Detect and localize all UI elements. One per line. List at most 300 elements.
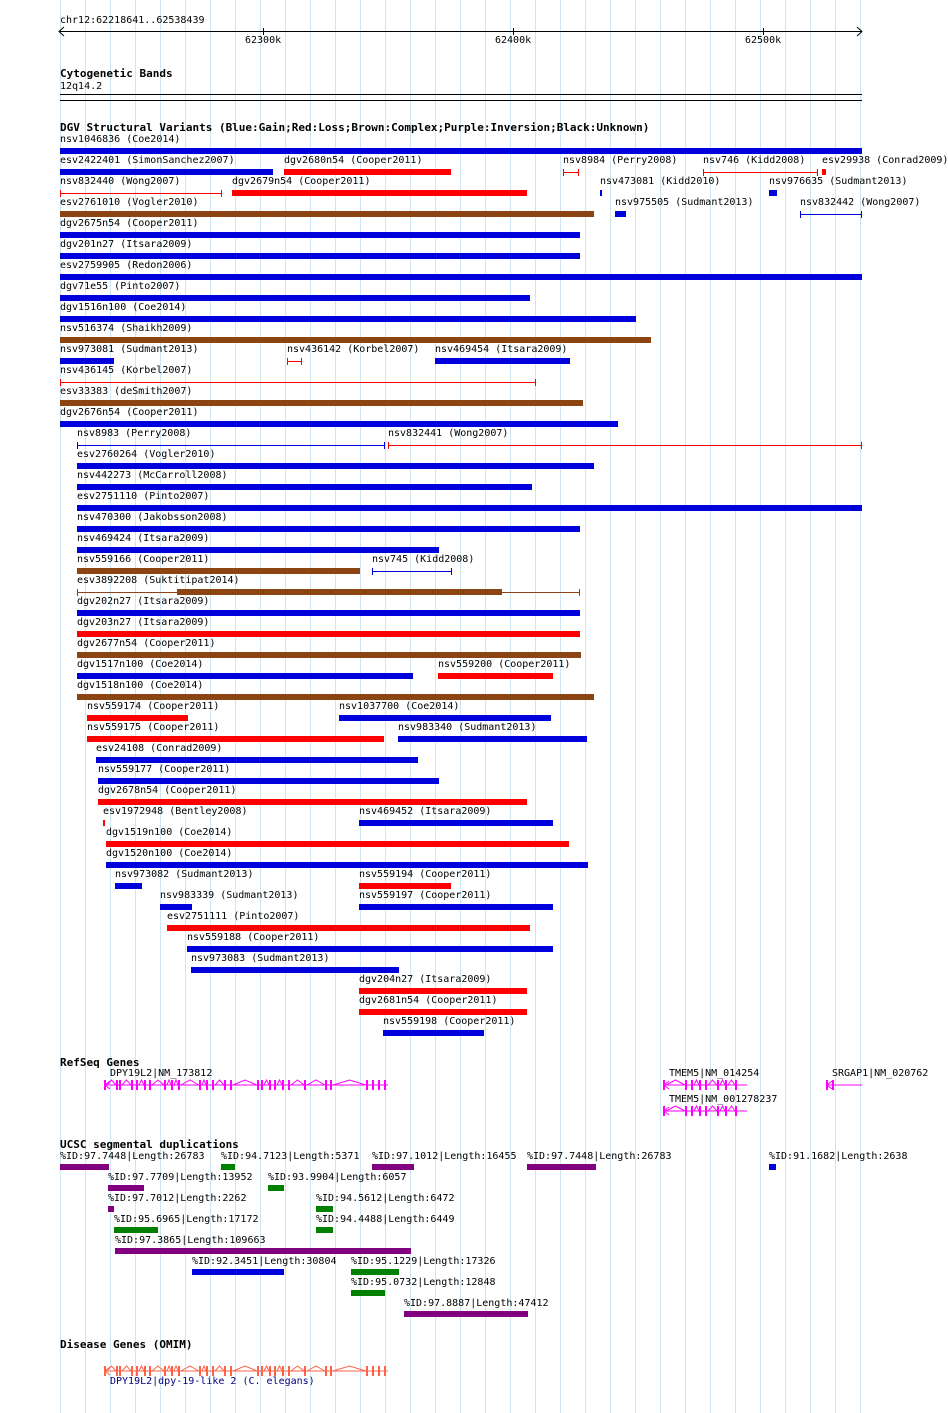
exon (119, 1366, 121, 1376)
exon (269, 1080, 271, 1090)
variant-span-start-tick (60, 379, 61, 386)
exon (366, 1080, 368, 1090)
variant-bar[interactable] (115, 883, 142, 889)
cytoband-band[interactable] (60, 94, 862, 95)
intron (139, 1366, 144, 1371)
variant-span-start-tick (703, 169, 704, 176)
variant-label: dgv2678n54 (Cooper2011) (98, 785, 237, 796)
variant-span-start-tick (372, 568, 373, 575)
grid-line (685, 0, 686, 1413)
segdup-bar[interactable] (60, 1164, 109, 1170)
variant-span-start-tick (287, 358, 288, 365)
exon (366, 1366, 368, 1376)
exon (149, 1366, 151, 1376)
intron (264, 1080, 269, 1085)
variant-bar[interactable] (77, 631, 580, 637)
variant-bar[interactable] (359, 988, 527, 994)
exon (717, 1080, 719, 1090)
exon (212, 1080, 214, 1090)
variant-label: dgv2680n54 (Cooper2011) (284, 155, 423, 166)
intron (202, 1366, 206, 1371)
variant-label: nsv516374 (Shaikh2009) (60, 323, 193, 334)
exon (735, 1106, 737, 1116)
variant-label: dgv71e55 (Pinto2007) (60, 281, 181, 292)
variant-bar[interactable] (60, 148, 862, 154)
intron (181, 1080, 199, 1085)
intron (167, 1366, 171, 1371)
exon (378, 1080, 380, 1090)
variant-bar[interactable] (160, 904, 192, 910)
variant-bar[interactable] (359, 1009, 527, 1015)
grid-line (785, 0, 786, 1413)
variant-bar[interactable] (167, 925, 530, 931)
exon (224, 1366, 226, 1376)
intron (720, 1080, 725, 1085)
exon (685, 1106, 687, 1116)
variant-bar[interactable] (359, 883, 451, 889)
variant-bar[interactable] (60, 295, 530, 301)
intron (174, 1366, 178, 1371)
variant-bar[interactable] (77, 505, 862, 511)
variant-label: esv33383 (deSmith2007) (60, 386, 193, 397)
variant-label: esv2422401 (SimonSanchez2007) (60, 155, 235, 166)
intron (307, 1080, 325, 1085)
exon (304, 1366, 306, 1376)
variant-label: nsv559188 (Cooper2011) (187, 932, 320, 943)
variant-bar[interactable] (60, 274, 862, 280)
variant-span-start-tick (77, 589, 78, 596)
intron (666, 1106, 685, 1111)
refseq-gene-model[interactable] (826, 1078, 862, 1092)
segdup-track-title[interactable]: UCSC segmental duplications (60, 1138, 239, 1151)
variant-bar[interactable] (615, 211, 626, 217)
segdup-bar[interactable] (114, 1227, 158, 1233)
refseq-track-title[interactable]: RefSeq Genes (60, 1056, 140, 1069)
segdup-label: %ID:97.3865|Length:109663 (115, 1235, 266, 1246)
ruler-axis (60, 31, 862, 32)
exon (691, 1080, 693, 1090)
ruler-tick-label: 62400k (495, 35, 532, 46)
exon (131, 1366, 133, 1376)
exon (304, 1080, 306, 1090)
segdup-bar[interactable] (769, 1164, 776, 1170)
exon (119, 1080, 121, 1090)
exon (144, 1366, 146, 1376)
variant-label: nsv976635 (Sudmant2013) (769, 176, 908, 187)
variant-label: nsv436142 (Korbel2007) (287, 344, 420, 355)
variant-label: nsv469454 (Itsara2009) (435, 344, 568, 355)
variant-bar[interactable] (438, 673, 553, 679)
intron (694, 1080, 699, 1085)
intron (122, 1366, 131, 1371)
intron (122, 1080, 131, 1085)
variant-label: nsv559194 (Cooper2011) (359, 869, 492, 880)
variant-bar[interactable] (77, 526, 580, 532)
variant-label: dgv2681n54 (Cooper2011) (359, 995, 498, 1006)
grid-line (735, 0, 736, 1413)
intron (708, 1080, 717, 1085)
variant-bar[interactable] (359, 820, 553, 826)
variant-span-end-tick (301, 358, 302, 365)
variant-span-end-tick (578, 169, 579, 176)
segdup-label: %ID:94.5612|Length:6472 (316, 1193, 455, 1204)
variant-bar[interactable] (60, 169, 273, 175)
intron (233, 1366, 257, 1371)
variant-bar[interactable] (339, 715, 551, 721)
grid-line (835, 0, 836, 1413)
exon (131, 1080, 133, 1090)
variant-label: nsv559198 (Cooper2011) (383, 1016, 516, 1027)
exon (325, 1080, 327, 1090)
segdup-label: %ID:94.7123|Length:5371 (221, 1151, 360, 1162)
refseq-gene-model[interactable] (663, 1104, 747, 1118)
variant-span-end-tick (817, 169, 818, 176)
intron (174, 1080, 178, 1085)
variant-span-start-tick (800, 211, 801, 218)
segdup-bar[interactable] (108, 1185, 144, 1191)
variant-label: nsv1046836 (Coe2014) (60, 134, 181, 145)
exon (282, 1080, 284, 1090)
exon (212, 1366, 214, 1376)
variant-label: dgv1517n100 (Coe2014) (77, 659, 204, 670)
variant-bar[interactable] (232, 190, 527, 196)
segdup-label: %ID:94.4488|Length:6449 (316, 1214, 455, 1225)
exon (164, 1366, 166, 1376)
omim-gene-label: DPY19L2|dpy-19-like 2 (C. elegans) (110, 1376, 315, 1387)
variant-span-line[interactable] (60, 193, 222, 194)
variant-label: nsv973081 (Sudmant2013) (60, 344, 199, 355)
variant-label: nsv983340 (Sudmant2013) (398, 722, 537, 733)
segdup-bar[interactable] (192, 1269, 284, 1275)
exon (832, 1080, 834, 1090)
variant-span-line[interactable] (703, 172, 818, 173)
variant-bar[interactable] (191, 967, 399, 973)
variant-label: nsv746 (Kidd2008) (703, 155, 806, 166)
variant-label: dgv2679n54 (Cooper2011) (232, 176, 371, 187)
exon (717, 1106, 719, 1116)
grid-line (635, 0, 636, 1413)
variant-span-line[interactable] (563, 172, 579, 173)
variant-label: nsv973083 (Sudmant2013) (191, 953, 330, 964)
variant-label: nsv8983 (Perry2008) (77, 428, 192, 439)
variant-bar[interactable] (87, 715, 188, 721)
variant-label: esv2760264 (Vogler2010) (77, 449, 216, 460)
variant-label: esv2751111 (Pinto2007) (167, 911, 300, 922)
variant-label: nsv745 (Kidd2008) (372, 554, 475, 565)
segdup-label: %ID:95.0732|Length:12848 (351, 1277, 496, 1288)
variant-bar[interactable] (60, 232, 580, 238)
variant-label: nsv832442 (Wong2007) (800, 197, 921, 208)
variant-label: nsv436145 (Korbel2007) (60, 365, 193, 376)
segdup-bar[interactable] (351, 1269, 399, 1275)
variant-bar[interactable] (60, 337, 651, 343)
ruler-region-label: chr12:62218641..62538439 (60, 15, 205, 26)
exon (136, 1366, 138, 1376)
intron (215, 1080, 224, 1085)
exon (274, 1080, 276, 1090)
intron (666, 1080, 685, 1085)
refseq-gene-model[interactable] (663, 1078, 747, 1092)
variant-label: dgv1518n100 (Coe2014) (77, 680, 204, 691)
variant-label: dgv1519n100 (Coe2014) (106, 827, 233, 838)
variant-bar[interactable] (77, 610, 580, 616)
variant-bar[interactable] (60, 211, 594, 217)
ruler-tick-label: 62300k (245, 35, 282, 46)
segdup-bar[interactable] (372, 1164, 414, 1170)
exon (725, 1080, 727, 1090)
segdup-bar[interactable] (115, 1248, 411, 1254)
variant-bar[interactable] (77, 568, 360, 574)
variant-bar[interactable] (284, 169, 451, 175)
intron (291, 1366, 304, 1371)
variant-label: nsv473081 (Kidd2010) (600, 176, 721, 187)
variant-label: nsv983339 (Sudmant2013) (160, 890, 299, 901)
variant-label: nsv559200 (Cooper2011) (438, 659, 571, 670)
exon (274, 1366, 276, 1376)
dgv-track-title[interactable]: DGV Structural Variants (Blue:Gain;Red:Loss;Brown:Complex;Purple:Inversion;Black:Unknown) (60, 121, 650, 134)
exon (372, 1366, 374, 1376)
variant-bar[interactable] (77, 673, 413, 679)
variant-label: nsv8984 (Perry2008) (563, 155, 678, 166)
variant-label: nsv470300 (Jakobsson2008) (77, 512, 228, 523)
exon (171, 1366, 173, 1376)
variant-span-end-tick (535, 379, 536, 386)
variant-bar[interactable] (359, 904, 553, 910)
segdup-label: %ID:97.8887|Length:47412 (404, 1298, 549, 1309)
variant-bar[interactable] (822, 169, 826, 175)
variant-bar[interactable] (77, 463, 594, 469)
variant-bar[interactable] (77, 694, 594, 700)
exon (136, 1080, 138, 1090)
segdup-bar[interactable] (316, 1227, 333, 1233)
intron (307, 1366, 325, 1371)
exon (178, 1080, 180, 1090)
exon (699, 1106, 701, 1116)
variant-bar[interactable] (60, 400, 583, 406)
segdup-bar[interactable] (108, 1206, 114, 1212)
ruler-tick (513, 28, 514, 35)
variant-span-end-tick (384, 442, 385, 449)
omim-track-title[interactable]: Disease Genes (OMIM) (60, 1338, 193, 1351)
intron (333, 1080, 366, 1085)
exon (261, 1080, 263, 1090)
variant-label: nsv559177 (Cooper2011) (98, 764, 231, 775)
intron (694, 1106, 699, 1111)
variant-bar[interactable] (96, 757, 418, 763)
segdup-label: %ID:97.7448|Length:26783 (60, 1151, 205, 1162)
exon (206, 1080, 208, 1090)
exon (282, 1366, 284, 1376)
variant-span-line[interactable] (372, 571, 452, 572)
exon (325, 1366, 327, 1376)
segdup-label: %ID:97.7448|Length:26783 (527, 1151, 672, 1162)
variant-span-start-tick (60, 190, 61, 197)
refseq-gene-label: TMEM5|NM_014254 (669, 1068, 760, 1079)
variant-bar[interactable] (103, 820, 105, 826)
segdup-bar[interactable] (351, 1290, 385, 1296)
variant-label: esv2759905 (Redon2006) (60, 260, 193, 271)
variant-label: nsv469452 (Itsara2009) (359, 806, 492, 817)
variant-span-line[interactable] (800, 214, 862, 215)
grid-line (760, 0, 761, 1413)
variant-label: nsv442273 (McCarroll2008) (77, 470, 228, 481)
variant-bar[interactable] (77, 652, 581, 658)
refseq-gene-label: TMEM5|NM_001278237 (669, 1094, 778, 1105)
intron (215, 1366, 224, 1371)
exon (164, 1080, 166, 1090)
ruler-tick (263, 28, 264, 35)
exon (330, 1366, 332, 1376)
variant-bar[interactable] (600, 190, 602, 196)
exon (171, 1080, 173, 1090)
grid-line (610, 0, 611, 1413)
variant-bar[interactable] (98, 799, 527, 805)
variant-span-start-tick (388, 442, 389, 449)
variant-label: nsv1037700 (Coe2014) (339, 701, 460, 712)
variant-span-start-tick (563, 169, 564, 176)
exon (257, 1366, 259, 1376)
variant-bar[interactable] (177, 589, 502, 595)
variant-bar[interactable] (77, 484, 532, 490)
variant-bar[interactable] (106, 862, 588, 868)
intron (277, 1080, 282, 1085)
exon (378, 1366, 380, 1376)
exon (691, 1106, 693, 1116)
variant-span-end-tick (221, 190, 222, 197)
exon (116, 1080, 118, 1090)
ruler-tick (763, 28, 764, 35)
segdup-bar[interactable] (221, 1164, 235, 1170)
intron (152, 1080, 164, 1085)
exon (230, 1366, 232, 1376)
intron (181, 1366, 199, 1371)
intron (333, 1366, 366, 1371)
refseq-gene-label: DPY19L2|NM_173812 (110, 1068, 213, 1079)
segdup-label: %ID:91.1682|Length:2638 (769, 1151, 908, 1162)
variant-label: nsv973082 (Sudmant2013) (115, 869, 254, 880)
ruler-right-arrow-icon (856, 27, 864, 36)
segdup-label: %ID:97.7709|Length:13952 (108, 1172, 253, 1183)
exon (269, 1366, 271, 1376)
variant-bar[interactable] (383, 1030, 484, 1036)
variant-label: nsv832440 (Wong2007) (60, 176, 181, 187)
segdup-bar[interactable] (268, 1185, 284, 1191)
variant-label: dgv203n27 (Itsara2009) (77, 617, 210, 628)
variant-bar[interactable] (98, 778, 439, 784)
intron (720, 1106, 725, 1111)
variant-label: dgv202n27 (Itsara2009) (77, 596, 210, 607)
variant-span-end-tick (861, 442, 862, 449)
variant-span-line[interactable] (77, 445, 385, 446)
intron (728, 1080, 735, 1085)
segdup-label: %ID:93.9904|Length:6057 (268, 1172, 407, 1183)
variant-span-end-tick (451, 568, 452, 575)
refseq-gene-model[interactable] (104, 1078, 388, 1092)
exon (330, 1080, 332, 1090)
variant-bar[interactable] (60, 421, 618, 427)
variant-bar[interactable] (435, 358, 570, 364)
exon (199, 1080, 201, 1090)
variant-bar[interactable] (60, 316, 636, 322)
ruler-left-arrow-icon (58, 27, 66, 36)
refseq-gene-label: SRGAP1|NM_020762 (832, 1068, 929, 1079)
variant-bar[interactable] (77, 547, 439, 553)
intron (202, 1080, 206, 1085)
segdup-label: %ID:97.7012|Length:2262 (108, 1193, 247, 1204)
variant-span-line[interactable] (60, 382, 536, 383)
variant-label: nsv559197 (Cooper2011) (359, 890, 492, 901)
exon (288, 1080, 290, 1090)
variant-bar[interactable] (106, 841, 569, 847)
variant-span-start-tick (77, 442, 78, 449)
segdup-bar[interactable] (527, 1164, 596, 1170)
variant-bar[interactable] (60, 253, 580, 259)
segdup-bar[interactable] (316, 1206, 333, 1212)
variant-label: dgv201n27 (Itsara2009) (60, 239, 193, 250)
segdup-label: %ID:92.3451|Length:30804 (192, 1256, 337, 1267)
intron (152, 1366, 164, 1371)
variant-label: esv1972948 (Bentley2008) (103, 806, 248, 817)
omim-gene-model[interactable] (104, 1364, 388, 1378)
variant-label: esv29938 (Conrad2009) (822, 155, 948, 166)
exon (725, 1106, 727, 1116)
exon (224, 1080, 226, 1090)
variant-bar[interactable] (769, 190, 777, 196)
variant-label: nsv559174 (Cooper2011) (87, 701, 220, 712)
variant-label: esv24108 (Conrad2009) (96, 743, 223, 754)
exon (705, 1106, 707, 1116)
cytoband-track-title[interactable]: Cytogenetic Bands (60, 67, 173, 80)
grid-line (710, 0, 711, 1413)
exon (199, 1366, 201, 1376)
ruler-tick-label: 62500k (745, 35, 782, 46)
variant-span-end-tick (861, 211, 862, 218)
variant-label: nsv832441 (Wong2007) (388, 428, 509, 439)
variant-bar[interactable] (187, 946, 553, 952)
exon (178, 1366, 180, 1376)
exon (384, 1366, 386, 1376)
segdup-bar[interactable] (404, 1311, 528, 1317)
intron (728, 1106, 735, 1111)
grid-line (810, 0, 811, 1413)
variant-label: dgv1520n100 (Coe2014) (106, 848, 233, 859)
variant-span-line[interactable] (287, 361, 302, 362)
variant-label: dgv2675n54 (Cooper2011) (60, 218, 199, 229)
exon (206, 1366, 208, 1376)
variant-label: dgv1516n100 (Coe2014) (60, 302, 187, 313)
cytoband-label: 12q14.2 (60, 81, 103, 92)
intron (264, 1366, 269, 1371)
variant-span-line[interactable] (388, 445, 862, 446)
variant-label: nsv975505 (Sudmant2013) (615, 197, 754, 208)
intron (291, 1080, 304, 1085)
exon (384, 1080, 386, 1090)
exon (735, 1080, 737, 1090)
segdup-label: %ID:97.1012|Length:16455 (372, 1151, 517, 1162)
grid-line (660, 0, 661, 1413)
variant-label: dgv2676n54 (Cooper2011) (60, 407, 199, 418)
variant-span-end-tick (579, 589, 580, 596)
variant-label: esv3892208 (Suktitipat2014) (77, 575, 240, 586)
variant-bar[interactable] (60, 358, 114, 364)
variant-label: nsv559166 (Cooper2011) (77, 554, 210, 565)
exon (705, 1080, 707, 1090)
variant-bar[interactable] (87, 736, 384, 742)
segdup-label: %ID:95.1229|Length:17326 (351, 1256, 496, 1267)
variant-label: dgv204n27 (Itsara2009) (359, 974, 492, 985)
exon (116, 1366, 118, 1376)
variant-bar[interactable] (398, 736, 587, 742)
